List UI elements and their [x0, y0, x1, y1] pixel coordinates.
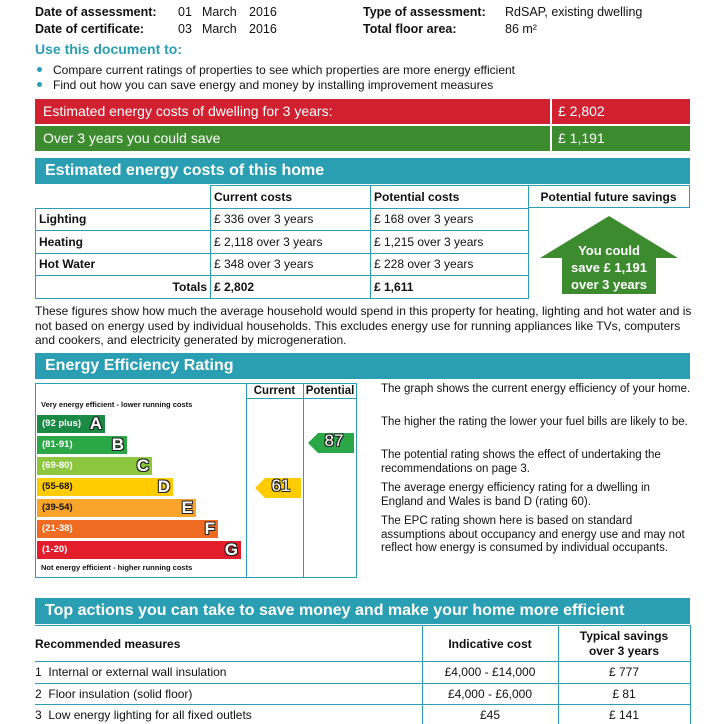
totals-row — [36, 276, 529, 299]
current-cost-cell: £ 2,118 over 3 years — [211, 231, 371, 254]
floor-area-value: 86 m² — [505, 22, 537, 36]
list-item: Compare current ratings of properties to see which properties are more energy efficient — [37, 63, 637, 77]
costs-note: These figures show how much the average household would spend in this property for heating, lighting and hot water and is not based on energy used by individual households. This excludes energy use for running appliances like TVs, computers and cookers, and electricity generated by microgeneration. — [35, 304, 692, 347]
eer-current-header: Current — [253, 385, 296, 397]
column-divider — [303, 383, 304, 578]
measure-cell: 2 Floor insulation (solid floor) — [35, 683, 422, 705]
potential-saving-bar — [35, 126, 690, 151]
table-row — [36, 231, 529, 254]
band-g: (1-20) G — [37, 541, 241, 559]
table-row — [35, 705, 690, 724]
potential-cost-cell: £ 228 over 3 years — [371, 253, 529, 276]
current-costs-header: Current costs — [211, 186, 371, 209]
eer-bottom-caption: Not energy efficient - higher running costs — [41, 563, 193, 572]
savings-header: Typical savings over 3 years — [558, 626, 690, 662]
assessment-day: 01 — [178, 5, 192, 19]
cost-header: Indicative cost — [422, 626, 558, 662]
savings-line: save £ 1,191 — [571, 260, 647, 275]
current-cost-cell: £ 336 over 3 years — [211, 208, 371, 231]
assessment-type-label: Type of assessment: — [363, 5, 486, 19]
actions-section-heading: Top actions you can take to save money and make your home more efficient — [35, 598, 690, 624]
row-label: Lighting — [36, 208, 211, 231]
row-label: Hot Water — [36, 253, 211, 276]
potential-saving-label: Over 3 years you could save — [43, 130, 221, 146]
cost-cell: £45 — [422, 705, 558, 724]
eer-paragraph: The EPC rating shown here is based on standard assumptions about occupancy and energy use and may not reflect how energy is consumed by individual occupants. — [381, 515, 685, 554]
assessment-year: 2016 — [249, 5, 277, 19]
savings-line: You could — [578, 243, 640, 258]
savings-text — [528, 242, 690, 293]
list-item: Find out how you can save energy and money by installing improvement measures — [37, 78, 637, 92]
savings-line: over 3 years — [571, 277, 647, 292]
current-cost-cell: £ 348 over 3 years — [211, 253, 371, 276]
estimated-cost-label: Estimated energy costs of dwelling for 3 years: — [43, 103, 333, 119]
actions-table — [35, 625, 691, 724]
band-f: (21-38) F — [37, 520, 218, 538]
certificate-year: 2016 — [249, 22, 277, 36]
certificate-month: March — [202, 22, 237, 36]
eer-paragraph: The graph shows the current energy efficiency of your home. — [381, 383, 691, 395]
saving-cell: £ 81 — [558, 683, 690, 705]
assessment-date-label: Date of assessment: — [35, 5, 157, 19]
eer-top-caption: Very energy efficient - lower running costs — [41, 400, 193, 409]
saving-cell: £ 777 — [558, 662, 690, 684]
costs-section-heading: Estimated energy costs of this home — [35, 158, 690, 184]
eer-potential-header: Potential — [305, 385, 355, 397]
empty-header-cell — [36, 186, 211, 209]
future-savings-header: Potential future savings — [528, 185, 690, 208]
estimated-cost-bar — [35, 99, 690, 124]
band-c: (69-80) C — [37, 457, 152, 475]
costs-table — [35, 185, 529, 299]
saving-cell: £ 141 — [558, 705, 690, 724]
column-divider — [246, 383, 247, 578]
assessment-type-value: RdSAP, existing dwelling — [505, 5, 643, 19]
cost-cell: £4,000 - £14,000 — [422, 662, 558, 684]
table-header-row — [35, 626, 690, 662]
table-row — [36, 208, 529, 231]
current-rating-value: 61 — [271, 476, 291, 495]
potential-saving-value: £ 1,191 — [550, 126, 690, 151]
estimated-cost-value: £ 2,802 — [550, 99, 690, 124]
band-a: (92 plus) A — [37, 415, 105, 433]
floor-area-label: Total floor area: — [363, 22, 457, 36]
measures-header: Recommended measures — [35, 626, 422, 662]
table-header-row — [36, 186, 529, 209]
measure-cell: 3 Low energy lighting for all fixed outlets — [35, 705, 422, 724]
band-d: (55-68) D — [37, 478, 173, 496]
certificate-day: 03 — [178, 22, 192, 36]
totals-potential: £ 1,611 — [371, 276, 529, 299]
potential-cost-cell: £ 1,215 over 3 years — [371, 231, 529, 254]
use-document-heading: Use this document to: — [35, 41, 183, 57]
bullet-icon — [37, 67, 42, 72]
potential-rating-value: 87 — [324, 431, 344, 450]
band-e: (39-54) E — [37, 499, 196, 517]
table-row — [35, 662, 690, 684]
cost-cell: £4,000 - £6,000 — [422, 683, 558, 705]
table-row — [35, 683, 690, 705]
measure-cell: 1 Internal or external wall insulation — [35, 662, 422, 684]
totals-current: £ 2,802 — [211, 276, 371, 299]
table-row — [36, 253, 529, 276]
eer-paragraph: The higher the rating the lower your fuel bills are likely to be. — [381, 416, 688, 428]
row-label: Heating — [36, 231, 211, 254]
eer-paragraph: The average energy efficiency rating for a dwelling in England and Wales is band D (rating 60). — [381, 482, 650, 508]
eer-paragraph: The potential rating shows the effect of undertaking the recommendations on page 3. — [381, 449, 661, 475]
bullet-icon — [37, 82, 42, 87]
potential-cost-cell: £ 168 over 3 years — [371, 208, 529, 231]
certificate-date-label: Date of certificate: — [35, 22, 145, 36]
potential-costs-header: Potential costs — [371, 186, 529, 209]
band-b: (81-91) B — [37, 436, 127, 454]
eer-section-heading: Energy Efficiency Rating — [35, 353, 690, 379]
totals-label: Totals — [36, 276, 211, 299]
header-divider — [246, 398, 357, 399]
assessment-month: March — [202, 5, 237, 19]
